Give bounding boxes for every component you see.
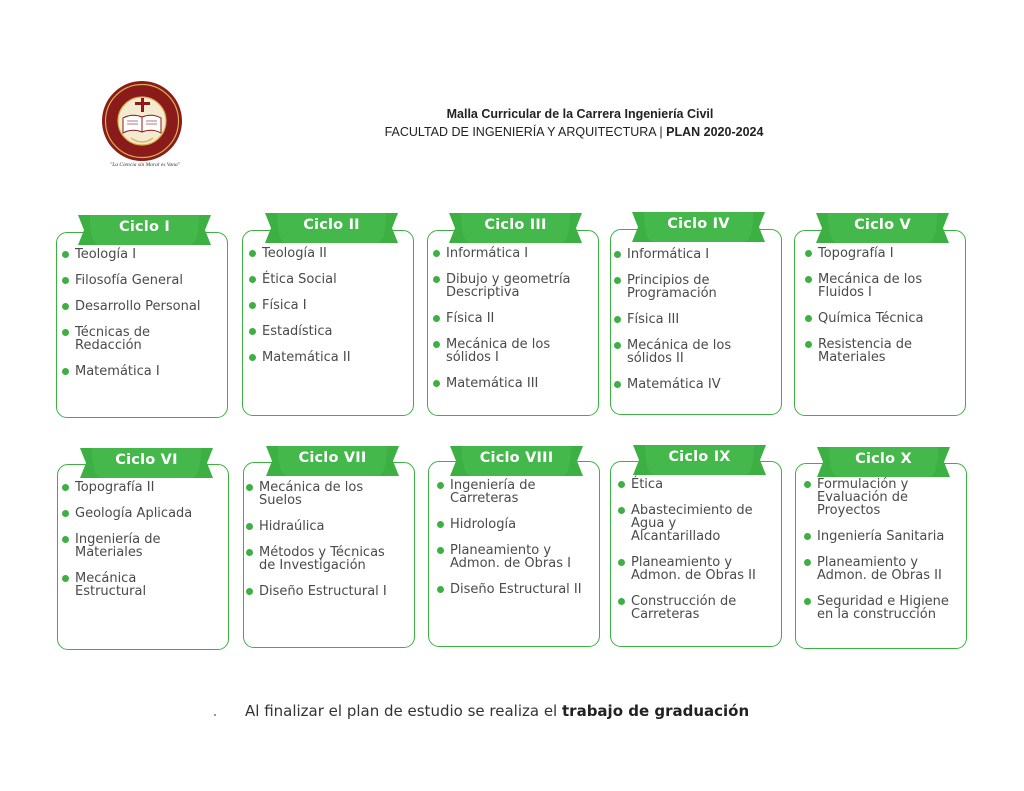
course-item: Teología II: [247, 247, 412, 260]
course-item: Mecánica de los sólidos I: [431, 338, 596, 364]
cycle-title-10: Ciclo X: [855, 451, 912, 467]
footer-text: Al finalizar el plan de estudio se realiza el: [245, 702, 562, 720]
course-item: Abastecimiento de Agua y Alcantarillado: [616, 504, 780, 543]
cycle-tab-10: [817, 447, 950, 477]
course-list-3: [431, 247, 596, 390]
course-item: Planeamiento y Admon. de Obras I: [435, 544, 600, 570]
course-item: Seguridad e Higiene en la construcción: [802, 595, 967, 621]
course-item: Planeamiento y Admon. de Obras II: [616, 556, 780, 582]
course-list-4: [612, 248, 780, 391]
course-item: Informática I: [431, 247, 596, 260]
course-item: Teología I: [60, 248, 225, 261]
course-item: Diseño Estructural II: [435, 583, 600, 596]
cycle-title-7: Ciclo VII: [298, 450, 367, 466]
footer-note: [245, 702, 749, 720]
cycle-tab-7: [266, 446, 399, 476]
course-item: Ingeniería de Materiales: [60, 533, 225, 559]
cycle-tab-6: [80, 448, 213, 478]
faculty-label: FACULTAD DE INGENIERÍA Y ARQUITECTURA |: [384, 125, 667, 139]
cycle-title-9: Ciclo IX: [668, 449, 731, 465]
course-item: Planeamiento y Admon. de Obras II: [802, 556, 967, 582]
cycle-tab-4: [632, 212, 765, 242]
course-item: Mecánica de los sólidos II: [612, 339, 780, 365]
course-item: Topografía I: [803, 247, 963, 260]
course-item: Química Técnica: [803, 312, 963, 325]
course-item: Matemática III: [431, 377, 596, 390]
course-item: Informática I: [612, 248, 780, 261]
stray-dot: [214, 714, 216, 716]
page-subtitle: [0, 125, 1024, 139]
course-list-6: [60, 481, 225, 598]
course-list-1: [60, 248, 225, 378]
course-item: Desarrollo Personal: [60, 300, 225, 313]
course-item: Matemática IV: [612, 378, 780, 391]
cycle-title-8: Ciclo VIII: [479, 450, 554, 466]
course-item: Mecánica de los Suelos: [244, 481, 414, 507]
university-motto: "La Ciencia sin Moral es Vana": [109, 162, 181, 168]
course-item: Resistencia de Materiales: [803, 338, 963, 364]
course-list-8: [435, 479, 600, 596]
cycle-tab-5: [816, 213, 949, 243]
cycle-tab-1: [78, 215, 211, 245]
course-item: Ética: [616, 478, 780, 491]
course-item: Topografía II: [60, 481, 225, 494]
course-list-2: [247, 247, 412, 364]
course-item: Construcción de Carreteras: [616, 595, 780, 621]
cycle-tab-2: [265, 213, 398, 243]
cycle-title-6: Ciclo VI: [115, 452, 178, 468]
course-item: Mecánica Estructural: [60, 572, 225, 598]
course-item: Ética Social: [247, 273, 412, 286]
course-item: Dibujo y geometría Descriptiva: [431, 273, 596, 299]
footer-highlight: trabajo de graduación: [562, 702, 750, 720]
course-item: Ingeniería Sanitaria: [802, 530, 967, 543]
course-item: Hidrología: [435, 518, 600, 531]
course-item: Física III: [612, 313, 780, 326]
university-logo: [101, 80, 183, 162]
course-item: Principios de Programación: [612, 274, 780, 300]
cycle-title-3: Ciclo III: [484, 217, 547, 233]
course-list-10: [802, 478, 967, 621]
cycle-title-1: Ciclo I: [119, 219, 170, 235]
course-list-9: [616, 478, 780, 621]
cycle-tab-3: [449, 213, 582, 243]
course-item: Diseño Estructural I: [244, 585, 414, 598]
course-item: Mecánica de los Fluidos I: [803, 273, 963, 299]
course-item: Métodos y Técnicas de Investigación: [244, 546, 414, 572]
course-item: Geología Aplicada: [60, 507, 225, 520]
cycle-tab-8: [450, 446, 583, 476]
course-list-7: [244, 481, 414, 598]
course-item: Formulación y Evaluación de Proyectos: [802, 478, 967, 517]
cycle-title-5: Ciclo V: [854, 217, 911, 233]
course-item: Estadística: [247, 325, 412, 338]
course-item: Filosofía General: [60, 274, 225, 287]
plan-label: PLAN 2020-2024: [666, 125, 764, 139]
cycle-title-2: Ciclo II: [303, 217, 360, 233]
cycle-tab-9: [633, 445, 766, 475]
page-title: Malla Curricular de la Carrera Ingeniería Civil: [446, 107, 714, 121]
course-item: Técnicas de Redacción: [60, 326, 225, 352]
course-item: Física II: [431, 312, 596, 325]
cycle-title-4: Ciclo IV: [667, 216, 730, 232]
course-item: Matemática I: [60, 365, 225, 378]
course-item: Hidraúlica: [244, 520, 414, 533]
course-item: Física I: [247, 299, 412, 312]
course-list-5: [803, 247, 963, 364]
course-item: Matemática II: [247, 351, 412, 364]
course-item: Ingeniería de Carreteras: [435, 479, 600, 505]
